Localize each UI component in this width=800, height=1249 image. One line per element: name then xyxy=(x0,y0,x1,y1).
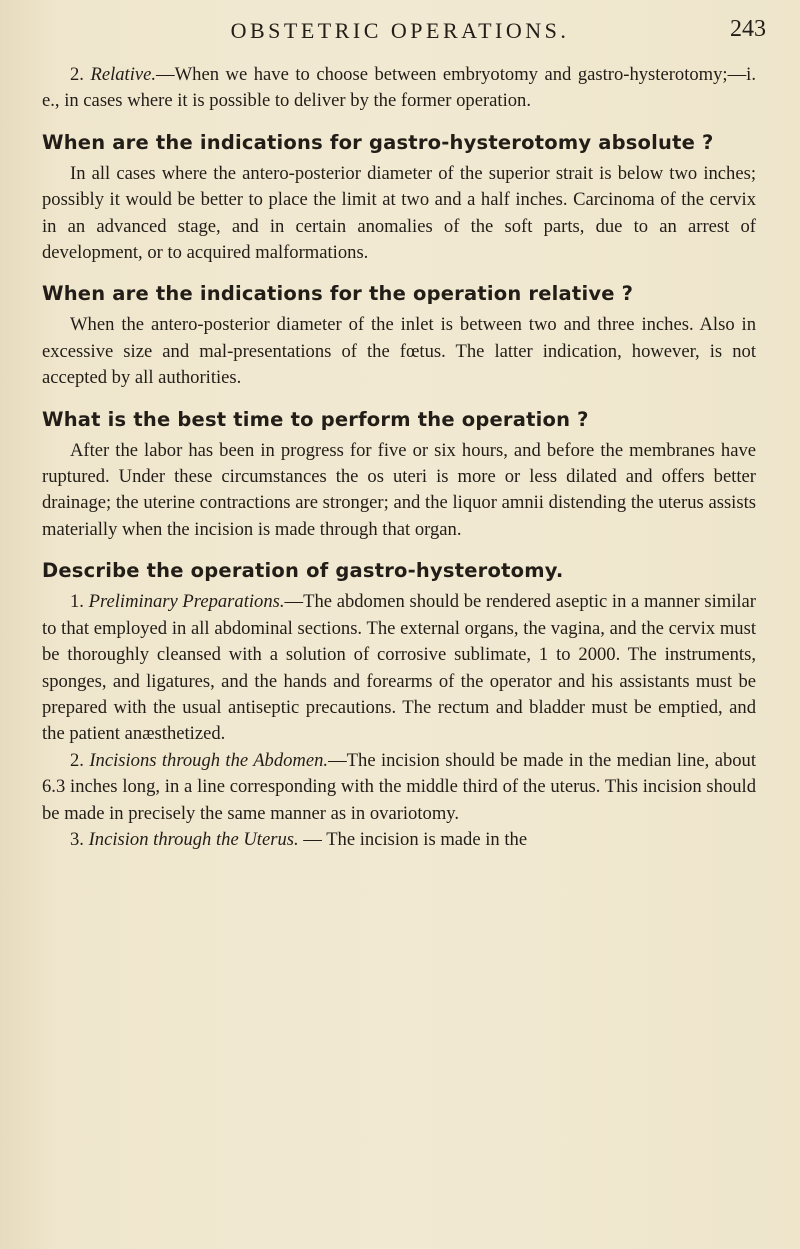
page-body xyxy=(42,62,756,853)
answer-paragraph: After the labor has been in progress for five or six hours, and before the membranes have ruptured. Under these circumstances the os uteri is more or less dilated and offers better drainage; the uterine contractions are stronger; and the liquor amnii distending the uterus assists materially when the incision is made through that organ. xyxy=(42,439,756,540)
question-heading: What is the best time to perform the operation ? xyxy=(42,407,589,431)
step-number: 3. xyxy=(70,828,84,850)
answer-paragraph: In all cases where the antero-posterior diameter of the superior strait is below two inches; possibly it would be better to place the limit at two and a half inches. Carcinoma of the cervix in an advanced stage, and in certain anomalies of the soft parts, due to an arrest of development, or to acquired malformations. xyxy=(42,162,756,264)
question-heading: When are the indications for the operation relative ? xyxy=(42,282,634,306)
step-number: 2. xyxy=(70,749,84,771)
step-text: —The abdomen should be rendered aseptic in a manner similar to that employed in all abdominal sections. The external organs, the vagina, and the cervix must be thoroughly cleansed with a solution of corrosive sublimate, 1 to 2000. The instruments, sponges, and ligatures, and the hands and forearms of the operator and his assistants must be prepared with the usual antiseptic precautions. The rectum and bladder must be emptied, and the patient anæsthetized. xyxy=(42,591,756,745)
step-paragraph xyxy=(42,827,756,853)
step-title: Incision through the Uterus. xyxy=(88,828,299,850)
answer-paragraph: When the antero-posterior diameter of the inlet is between two and three inches. Also in excessive size and mal-presentations of the fœtus. The latter indication, however, is not accepted by all authorities. xyxy=(42,314,756,389)
step-text: — The incision is made in the xyxy=(298,828,528,850)
page-header xyxy=(30,12,770,48)
step-title: Incisions through the Abdomen. xyxy=(89,749,329,771)
step-number: 1. xyxy=(70,591,84,613)
step-paragraph xyxy=(42,589,756,747)
step-text: —The incision should be made in the median line, about 6.3 inches long, in a line corresponding with the middle third of the uterus. This incision should be made in precisely the same manner as in ovariotomy. xyxy=(42,749,756,824)
question-heading: Describe the operation of gastro-hysterotomy. xyxy=(42,559,564,583)
step-title: Preliminary Preparations. xyxy=(88,591,285,613)
item-text: —When we have to choose between embryotomy and gastro-hysterotomy;—i. e., in cases where it is possible to deliver by the former operation. xyxy=(42,64,756,112)
paragraph-relative xyxy=(42,62,756,115)
step-paragraph xyxy=(42,748,756,827)
running-title: OBSTETRIC OPERATIONS. xyxy=(230,18,570,43)
item-number: 2. xyxy=(70,64,84,85)
page-number: 243 xyxy=(730,16,766,42)
item-title: Relative. xyxy=(90,64,157,85)
question-heading: When are the indications for gastro-hysterotomy absolute ? xyxy=(42,130,714,154)
